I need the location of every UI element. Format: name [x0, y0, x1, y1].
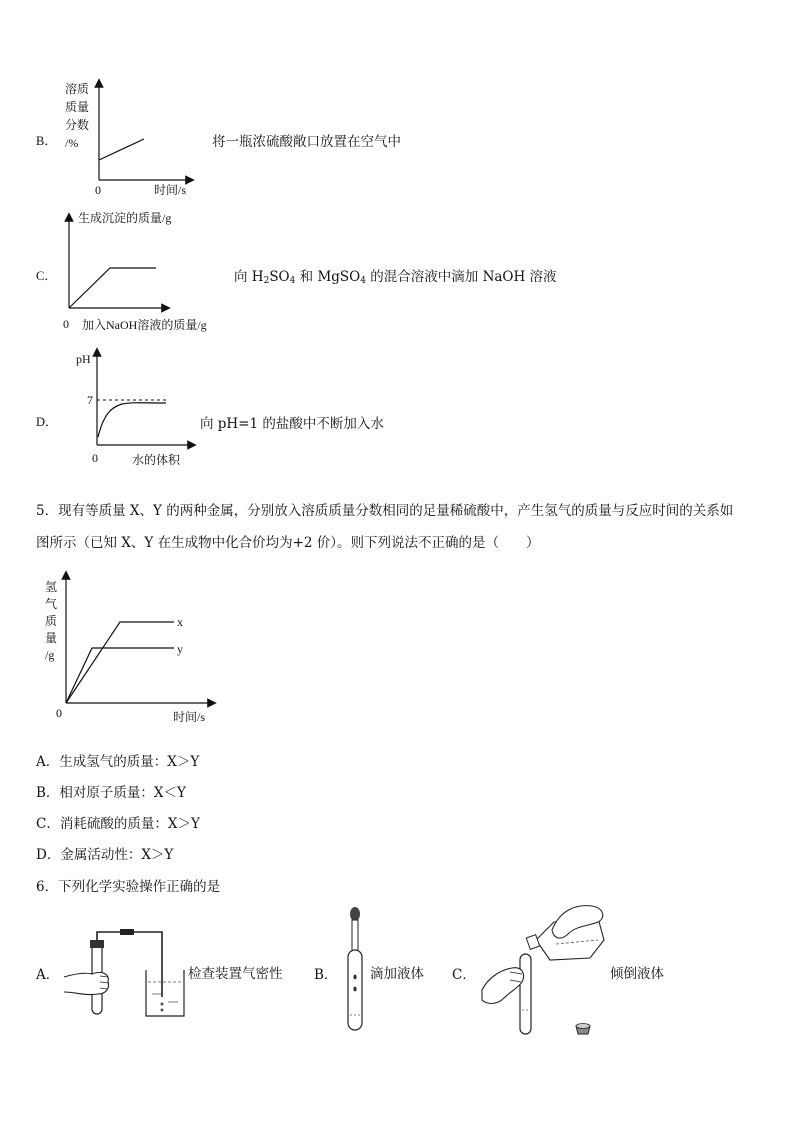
airtightness-apparatus-illustration [62, 922, 192, 1022]
option-d-graph [70, 345, 200, 470]
y-label-line: 溶质 [65, 82, 90, 96]
y-label-line: 质量 [65, 100, 90, 114]
desc-text: 的混合溶液中滴加 NaOH 溶液 [365, 269, 557, 285]
option-b-graph [60, 78, 200, 203]
series-y-line [66, 648, 174, 703]
q5-chart [40, 568, 230, 728]
data-line [69, 268, 156, 308]
q6-option-b-label: 滴加液体 [370, 966, 424, 982]
x-axis-label: 时间/s [154, 183, 187, 197]
dropper-illustration [340, 905, 370, 1035]
y-label-char: 量 [45, 631, 58, 645]
option-c-letter: C． [36, 269, 57, 283]
series-x-label: x [177, 615, 183, 629]
data-line [99, 139, 144, 160]
origin-label: 0 [95, 183, 101, 197]
y-label-char: 氢 [45, 580, 58, 594]
tick-7: 7 [87, 393, 93, 407]
pouring-illustration [480, 900, 610, 1040]
x-axis-label: 时间/s [173, 710, 206, 724]
y-axis-label: 生成沉淀的质量/g [78, 211, 172, 225]
q6-option-a-letter[interactable]: A． [36, 967, 60, 983]
option-b-description: 将一瓶浓硫酸敞口放置在空气中 [212, 134, 401, 150]
q5-stem-line2: 图所示（已知 X、Y 在生成物中化合价均为+2 价）。则下列说法不正确的是（ ） [36, 535, 540, 551]
origin-label: 0 [63, 317, 69, 331]
origin-label: 0 [92, 451, 98, 465]
q5-option-a[interactable]: A．生成氢气的质量：X＞Y [36, 754, 200, 770]
q6-option-a-label: 检查装置气密性 [188, 966, 283, 982]
x-axis-label: 水的体积 [132, 453, 181, 467]
desc-text: 和 MgSO [295, 269, 361, 285]
desc-text: SO [269, 269, 290, 285]
y-label-line: 分数 [65, 118, 90, 132]
q5-option-d[interactable]: D．金属活动性：X＞Y [36, 847, 174, 863]
option-c-graph [60, 205, 260, 335]
y-label-char: 质 [45, 614, 58, 628]
y-label-char: /g [45, 648, 55, 662]
option-d-letter: D． [36, 415, 58, 429]
option-b-letter: B． [36, 134, 57, 148]
desc-text: 向 H [234, 269, 264, 285]
desc-sub: 4 [289, 276, 296, 286]
desc-sub: 4 [360, 276, 366, 286]
option-d-description: 向 pH=1 的盐酸中不断加入水 [200, 416, 384, 432]
series-y-label: y [177, 642, 183, 656]
desc-sub: 2 [263, 276, 270, 286]
q5-option-b[interactable]: B．相对原子质量：X＜Y [36, 785, 186, 801]
q6-option-b-letter[interactable]: B． [314, 967, 338, 983]
q5-stem-line1: 5．现有等质量 X、Y 的两种金属，分别放入溶质质量分数相同的足量稀硫酸中，产生氢气的质量与反应时间的关系如 [36, 503, 734, 519]
origin-label: 0 [56, 706, 62, 720]
q6-option-c-label: 倾倒液体 [610, 966, 664, 982]
y-label-char: 气 [45, 597, 58, 611]
series-x-line [66, 622, 174, 703]
q5-option-c[interactable]: C．消耗硫酸的质量：X＞Y [36, 816, 200, 832]
y-label-line: /% [65, 136, 79, 150]
y-axis-label: pH [76, 352, 91, 366]
q6-option-c-letter[interactable]: C． [452, 967, 476, 983]
x-axis-label: 加入NaOH溶液的质量/g [82, 318, 207, 332]
data-curve [98, 403, 166, 437]
q6-stem: 6．下列化学实验操作正确的是 [36, 879, 221, 895]
option-c-description [234, 265, 557, 286]
